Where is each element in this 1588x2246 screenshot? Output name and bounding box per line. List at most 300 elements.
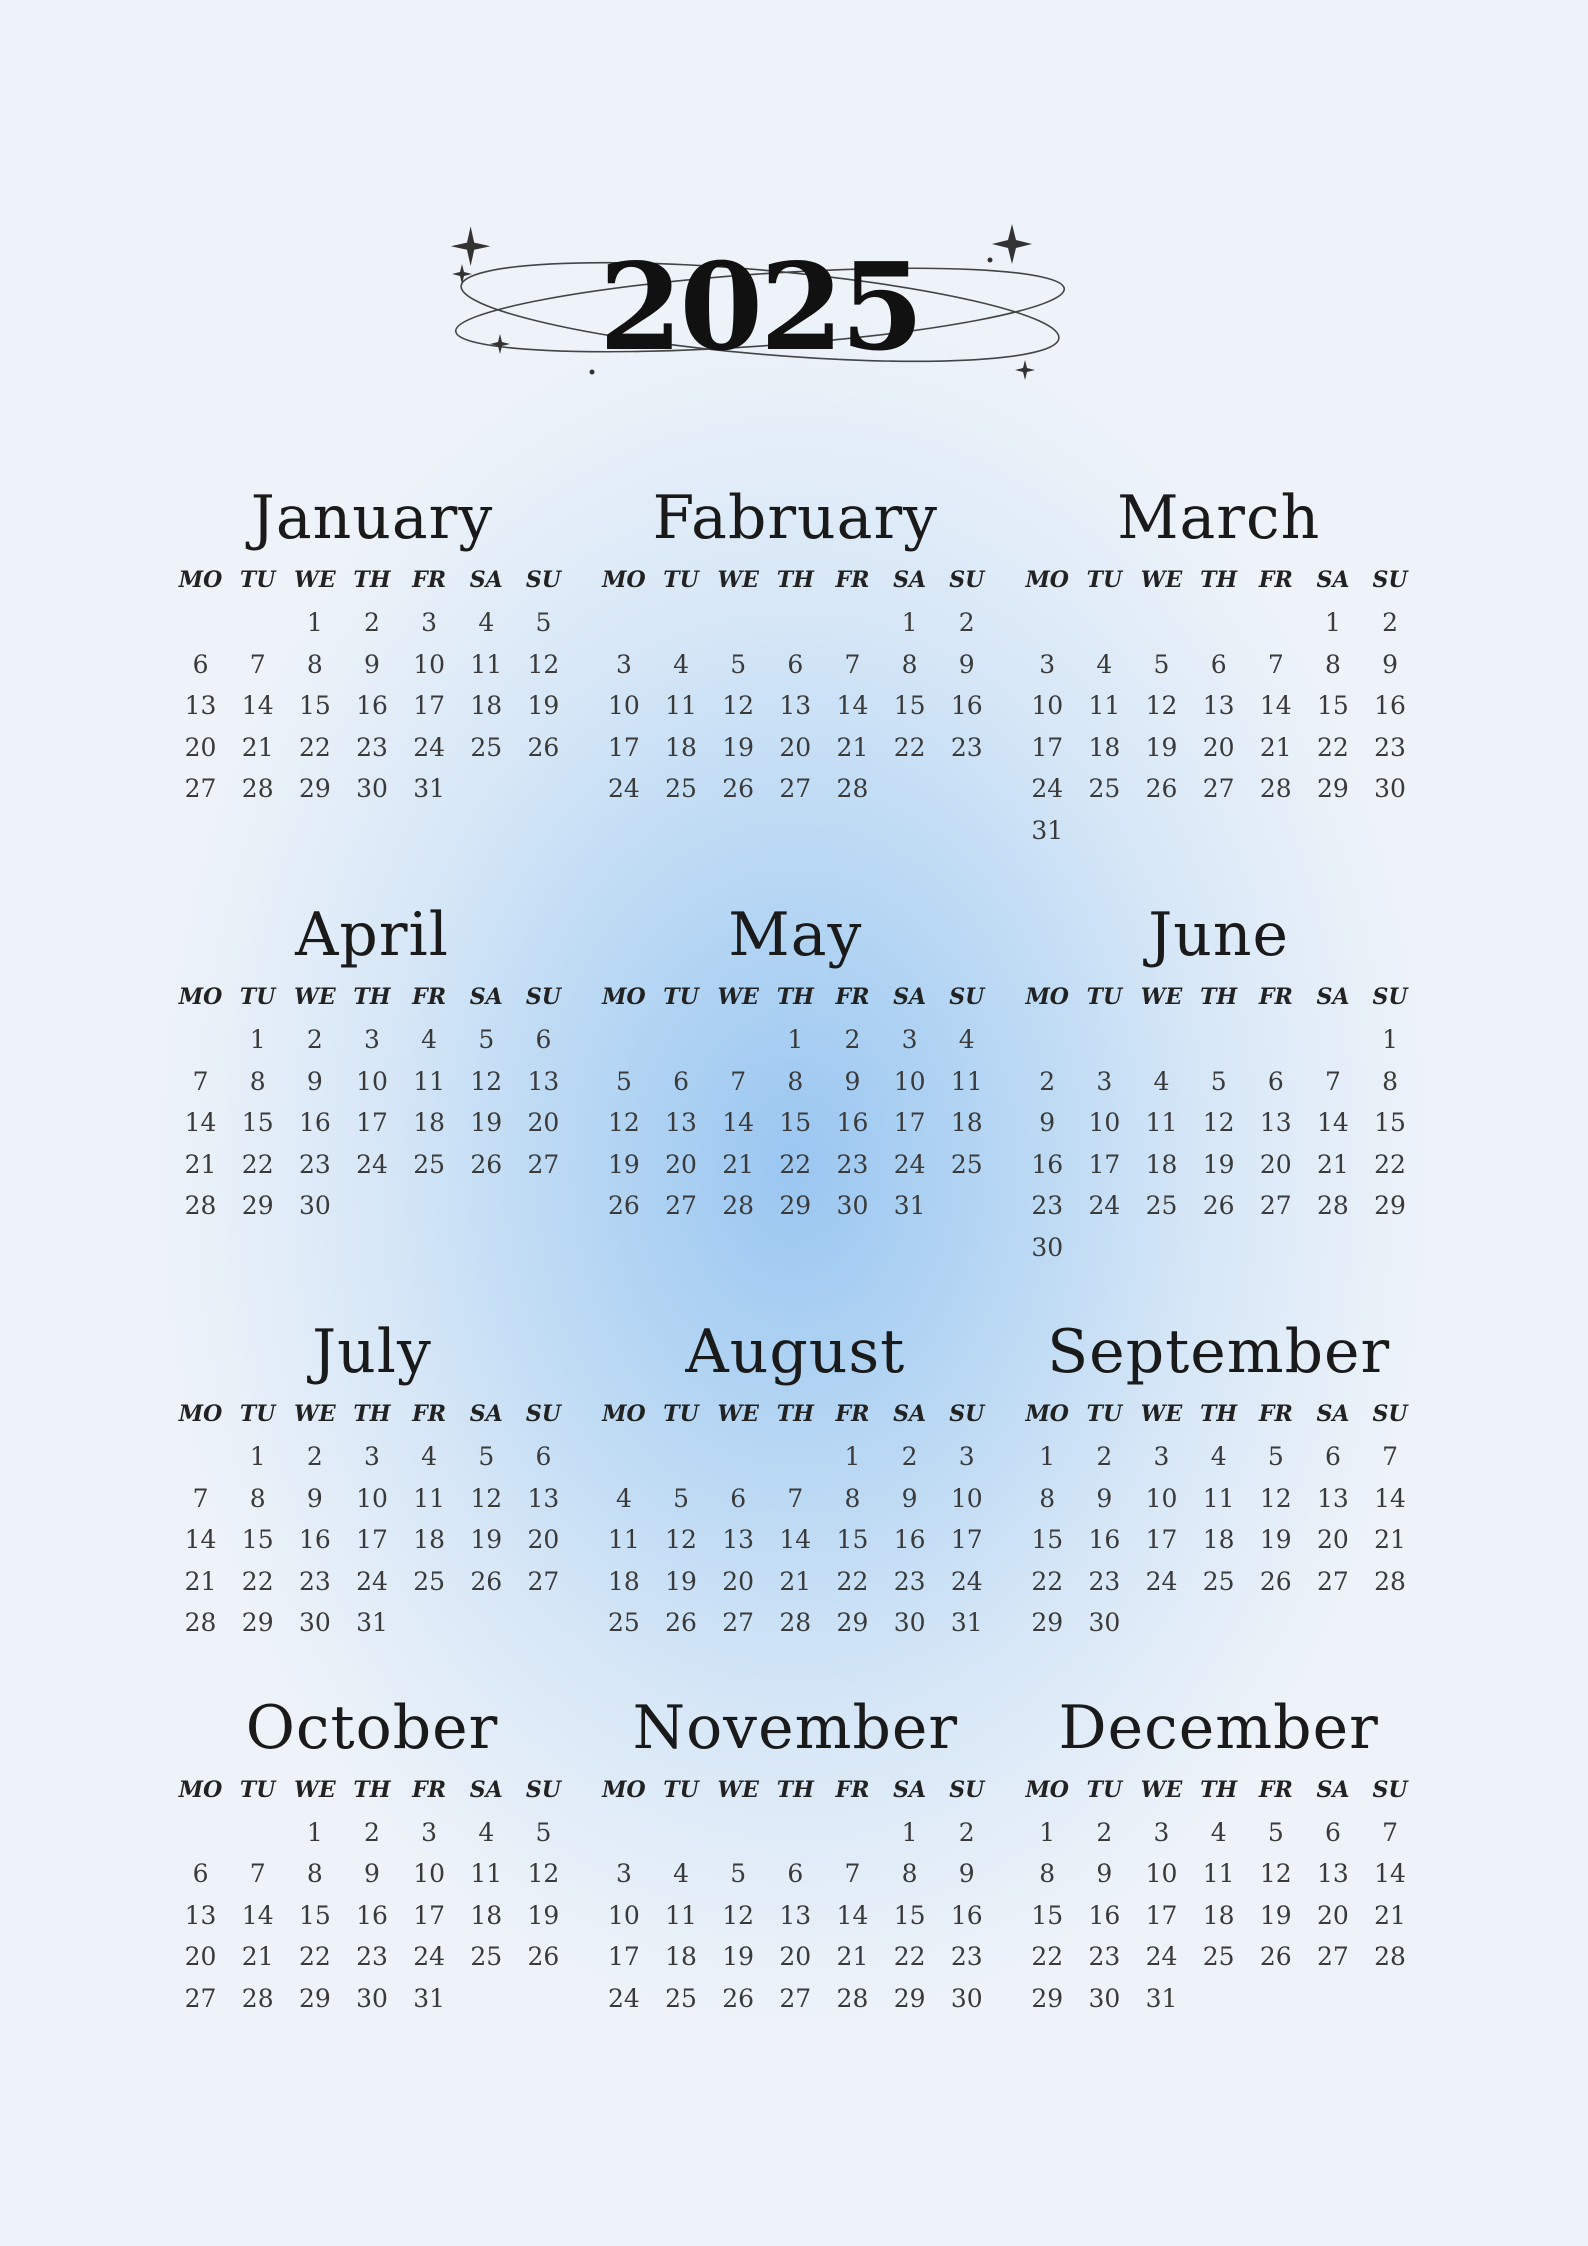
- weekday-header: [595, 975, 995, 1019]
- day-cell: 18: [470, 1900, 503, 1930]
- weekday-label: TH: [776, 984, 814, 1010]
- day-cell: 12: [1202, 1108, 1235, 1137]
- day-cell: 30: [298, 1191, 331, 1220]
- day-cell: 3: [615, 649, 632, 679]
- day-cell: 21: [836, 1942, 869, 1971]
- day-cell: 2: [844, 1025, 861, 1054]
- day-cell: 1: [1382, 1025, 1399, 1054]
- weekday-label: FR: [835, 1776, 870, 1803]
- weekday-label: WE: [717, 567, 759, 593]
- day-cell: 16: [893, 1525, 926, 1554]
- day-blank: [767, 602, 824, 644]
- day-cell: 2: [1039, 1066, 1056, 1096]
- day-blank: [710, 1812, 767, 1854]
- day-cell: 10: [950, 1483, 983, 1513]
- day-cell: 10: [1031, 691, 1064, 720]
- day-grid: [595, 1812, 995, 2020]
- day-cell: 13: [1317, 1859, 1349, 1888]
- day-cell: 12: [470, 1066, 503, 1096]
- weekday-label: SU: [949, 984, 985, 1010]
- day-cell: 23: [836, 1149, 869, 1179]
- day-cell: 3: [615, 1859, 632, 1888]
- day-cell: 30: [1374, 774, 1406, 803]
- day-blank: [1190, 602, 1247, 644]
- day-cell: 15: [1317, 691, 1349, 720]
- day-cell: 26: [1145, 774, 1178, 803]
- day-cell: 29: [241, 1191, 274, 1220]
- day-cell: 1: [1039, 1442, 1056, 1471]
- day-cell: 4: [615, 1483, 632, 1513]
- day-cell: 29: [1031, 1983, 1064, 2013]
- day-grid: [172, 1436, 572, 1644]
- weekday-label: SU: [1372, 1776, 1408, 1803]
- day-cell: 27: [184, 1983, 217, 2013]
- day-cell: 7: [192, 1066, 209, 1096]
- month-title: November: [632, 1692, 959, 1763]
- day-cell: 16: [298, 1108, 331, 1137]
- day-cell: 20: [665, 1149, 697, 1179]
- day-blank: [824, 602, 881, 644]
- day-cell: 14: [779, 1525, 812, 1554]
- day-cell: 7: [249, 649, 266, 679]
- weekday-header: [1019, 1392, 1419, 1436]
- day-cell: 10: [356, 1066, 388, 1096]
- weekday-label: FR: [1258, 1776, 1293, 1803]
- month-title: October: [245, 1692, 499, 1763]
- day-cell: 16: [1031, 1149, 1064, 1179]
- day-cell: 1: [901, 608, 918, 637]
- day-cell: 5: [730, 1859, 747, 1888]
- day-cell: 5: [1267, 1442, 1284, 1471]
- day-cell: 11: [470, 1859, 503, 1888]
- day-cell: 24: [356, 1566, 388, 1596]
- day-blank: [710, 1436, 767, 1478]
- day-cell: 20: [1317, 1525, 1349, 1554]
- day-cell: 10: [413, 1859, 446, 1888]
- day-cell: 14: [836, 691, 869, 720]
- weekday-label: SA: [893, 984, 927, 1010]
- day-cell: 26: [722, 774, 755, 803]
- weekday-label: WE: [1140, 567, 1183, 593]
- weekday-label: SU: [525, 1401, 561, 1427]
- day-cell: 28: [241, 1983, 274, 2013]
- day-cell: 7: [844, 649, 861, 679]
- day-cell: 23: [950, 732, 983, 762]
- month-title: June: [1148, 900, 1290, 970]
- day-cell: 23: [950, 1942, 983, 1971]
- weekday-label: SU: [949, 1776, 985, 1803]
- weekday-label: TU: [663, 1401, 699, 1427]
- day-cell: 7: [1382, 1817, 1399, 1847]
- day-cell: 23: [1374, 732, 1406, 762]
- day-cell: 27: [1317, 1942, 1349, 1971]
- day-cell: 24: [607, 1983, 640, 2013]
- weekday-label: FR: [835, 1401, 870, 1427]
- day-cell: 3: [364, 1025, 380, 1054]
- day-cell: 18: [1145, 1149, 1178, 1179]
- day-cell: 23: [298, 1149, 331, 1179]
- day-cell: 22: [779, 1149, 812, 1179]
- weekday-label: SA: [1316, 1776, 1350, 1803]
- day-cell: 14: [241, 1900, 274, 1930]
- day-cell: 2: [958, 1817, 975, 1847]
- day-cell: 21: [779, 1566, 812, 1596]
- day-cell: 6: [787, 1859, 804, 1888]
- day-cell: 14: [1317, 1108, 1349, 1137]
- weekday-label: TU: [1086, 984, 1123, 1010]
- day-blank: [1190, 1019, 1247, 1061]
- day-cell: 3: [421, 1817, 438, 1847]
- day-cell: 28: [1374, 1566, 1406, 1596]
- day-cell: 6: [1324, 1817, 1341, 1847]
- day-blank: [172, 1019, 229, 1061]
- day-cell: 26: [665, 1608, 697, 1637]
- day-cell: 15: [836, 1525, 869, 1554]
- day-cell: 11: [413, 1066, 446, 1096]
- weekday-label: WE: [717, 984, 759, 1010]
- weekday-label: MO: [1025, 1776, 1069, 1803]
- day-cell: 16: [836, 1108, 869, 1137]
- day-grid: [595, 1019, 995, 1227]
- day-cell: 28: [836, 1983, 869, 2013]
- day-cell: 12: [722, 1900, 755, 1930]
- day-cell: 27: [779, 774, 812, 803]
- weekday-label: SU: [1372, 567, 1408, 593]
- weekday-label: SU: [1372, 1401, 1408, 1427]
- day-cell: 23: [893, 1566, 926, 1596]
- day-cell: 2: [958, 608, 975, 637]
- day-cell: 11: [665, 1900, 697, 1930]
- weekday-label: MO: [602, 984, 646, 1010]
- day-cell: 18: [470, 691, 503, 720]
- day-cell: 31: [413, 1983, 446, 2013]
- month-title: May: [728, 900, 863, 970]
- weekday-label: MO: [602, 1776, 646, 1803]
- day-cell: 31: [1145, 1983, 1178, 2013]
- day-cell: 21: [1374, 1525, 1406, 1554]
- day-cell: 7: [730, 1066, 747, 1096]
- day-blank: [229, 1812, 286, 1854]
- day-cell: 20: [1259, 1149, 1292, 1179]
- day-cell: 21: [184, 1149, 217, 1179]
- month-title: September: [1047, 1317, 1391, 1387]
- day-cell: 12: [470, 1483, 503, 1513]
- day-blank: [1133, 1019, 1190, 1061]
- day-cell: 4: [478, 1817, 495, 1847]
- day-cell: 8: [1324, 649, 1341, 679]
- day-cell: 18: [665, 1942, 697, 1971]
- weekday-label: WE: [294, 984, 336, 1010]
- day-cell: 13: [184, 691, 217, 720]
- day-cell: 12: [607, 1108, 640, 1137]
- day-blank: [710, 1019, 767, 1061]
- day-cell: 11: [950, 1066, 983, 1096]
- day-cell: 9: [306, 1483, 323, 1513]
- day-blank: [767, 1812, 824, 1854]
- weekday-label: SA: [469, 1776, 503, 1803]
- year-title: 2025: [599, 237, 921, 378]
- day-cell: 17: [607, 732, 640, 762]
- day-cell: 31: [413, 774, 446, 803]
- weekday-label: SA: [1316, 1401, 1350, 1427]
- day-cell: 17: [1031, 732, 1064, 762]
- day-cell: 21: [836, 732, 869, 762]
- day-cell: 23: [1088, 1566, 1121, 1596]
- day-cell: 20: [722, 1566, 755, 1596]
- day-cell: 17: [893, 1108, 926, 1137]
- weekday-label: WE: [1140, 984, 1183, 1010]
- weekday-label: TU: [1086, 1401, 1123, 1427]
- weekday-label: FR: [1258, 984, 1293, 1010]
- day-cell: 9: [1096, 1859, 1113, 1888]
- day-cell: 22: [1031, 1942, 1064, 1971]
- day-cell: 25: [665, 1983, 697, 2013]
- day-cell: 21: [184, 1566, 217, 1596]
- day-cell: 25: [1145, 1191, 1178, 1220]
- day-cell: 21: [241, 732, 274, 762]
- day-cell: 24: [1145, 1566, 1178, 1596]
- day-cell: 6: [192, 649, 209, 679]
- day-cell: 6: [1210, 649, 1227, 679]
- weekday-label: FR: [412, 984, 447, 1010]
- month-july: [172, 1312, 572, 1644]
- day-cell: 26: [722, 1983, 755, 2013]
- weekday-label: FR: [835, 984, 870, 1010]
- day-cell: 13: [527, 1066, 560, 1096]
- weekday-label: SU: [949, 567, 985, 593]
- month-september: [1019, 1312, 1419, 1644]
- day-cell: 7: [1382, 1442, 1399, 1471]
- day-cell: 9: [1382, 649, 1399, 679]
- weekday-label: SA: [893, 567, 927, 593]
- weekday-label: MO: [178, 1776, 223, 1803]
- day-cell: 20: [184, 732, 217, 762]
- weekday-header: [172, 975, 572, 1019]
- day-cell: 15: [241, 1108, 274, 1137]
- day-grid: [1019, 1019, 1419, 1268]
- day-cell: 28: [1259, 774, 1292, 803]
- day-cell: 25: [1202, 1942, 1235, 1971]
- weekday-label: FR: [1258, 1401, 1293, 1427]
- day-cell: 11: [470, 649, 503, 679]
- day-cell: 4: [421, 1442, 438, 1471]
- day-cell: 18: [413, 1108, 446, 1137]
- day-cell: 12: [527, 649, 560, 679]
- day-cell: 1: [1039, 1817, 1056, 1847]
- day-cell: 19: [1202, 1149, 1235, 1179]
- weekday-label: MO: [178, 1401, 223, 1427]
- day-cell: 6: [1324, 1442, 1341, 1471]
- day-cell: 28: [779, 1608, 812, 1637]
- day-cell: 16: [950, 1900, 983, 1930]
- day-cell: 25: [1202, 1566, 1235, 1596]
- month-title: April: [295, 900, 449, 970]
- day-cell: 22: [241, 1566, 274, 1596]
- weekday-label: SA: [1316, 984, 1350, 1010]
- weekday-label: TU: [1086, 567, 1123, 593]
- day-cell: 7: [1267, 649, 1284, 679]
- day-cell: 19: [1259, 1900, 1292, 1930]
- day-cell: 19: [1259, 1525, 1292, 1554]
- day-cell: 18: [413, 1525, 446, 1554]
- day-cell: 24: [356, 1149, 388, 1179]
- weekday-label: TU: [239, 567, 276, 593]
- day-cell: 23: [356, 1942, 388, 1971]
- day-grid: [172, 602, 572, 810]
- weekday-label: SA: [469, 984, 503, 1010]
- weekday-label: WE: [717, 1401, 759, 1427]
- day-cell: 13: [1259, 1108, 1292, 1137]
- day-cell: 24: [1145, 1942, 1178, 1971]
- day-cell: 25: [470, 1942, 503, 1971]
- weekday-label: TH: [776, 567, 814, 593]
- day-blank: [1133, 602, 1190, 644]
- day-cell: 5: [673, 1483, 689, 1513]
- day-cell: 24: [607, 774, 640, 803]
- weekday-label: TH: [1200, 1401, 1238, 1427]
- weekday-header: [172, 1392, 572, 1436]
- day-cell: 19: [527, 691, 560, 720]
- day-cell: 25: [470, 732, 503, 762]
- day-cell: 5: [478, 1025, 495, 1054]
- day-blank: [595, 602, 652, 644]
- day-cell: 24: [413, 732, 446, 762]
- day-cell: 3: [1096, 1066, 1113, 1096]
- day-cell: 12: [1145, 691, 1178, 720]
- day-cell: 18: [1202, 1900, 1235, 1930]
- day-cell: 28: [836, 774, 869, 803]
- day-cell: 10: [893, 1066, 926, 1096]
- day-cell: 7: [249, 1859, 266, 1888]
- day-cell: 11: [607, 1525, 640, 1554]
- day-cell: 2: [901, 1442, 918, 1471]
- weekday-label: FR: [1258, 567, 1293, 593]
- day-cell: 5: [1210, 1066, 1227, 1096]
- day-cell: 6: [787, 649, 804, 679]
- weekday-label: TU: [1086, 1776, 1123, 1803]
- weekday-label: WE: [1140, 1401, 1183, 1427]
- day-cell: 7: [1324, 1066, 1341, 1096]
- day-cell: 12: [1259, 1859, 1292, 1888]
- month-may: [595, 895, 995, 1268]
- day-cell: 7: [192, 1483, 209, 1513]
- day-cell: 8: [901, 1859, 918, 1888]
- day-cell: 2: [306, 1025, 323, 1054]
- day-cell: 22: [241, 1149, 274, 1179]
- month-august: [595, 1312, 995, 1644]
- day-cell: 28: [184, 1191, 217, 1220]
- day-cell: 24: [413, 1942, 446, 1971]
- day-cell: 19: [470, 1108, 503, 1137]
- day-cell: 11: [665, 691, 697, 720]
- month-march: [1019, 478, 1419, 851]
- day-blank: [595, 1812, 652, 1854]
- day-cell: 7: [844, 1859, 861, 1888]
- day-cell: 30: [356, 1983, 388, 2013]
- day-cell: 21: [1317, 1149, 1349, 1179]
- day-blank: [1304, 1019, 1361, 1061]
- day-cell: 15: [241, 1525, 274, 1554]
- day-cell: 29: [1031, 1608, 1064, 1637]
- day-cell: 15: [1031, 1900, 1064, 1930]
- day-cell: 22: [298, 732, 331, 762]
- day-cell: 25: [607, 1608, 640, 1637]
- day-blank: [652, 1019, 709, 1061]
- weekday-label: TH: [1200, 984, 1238, 1010]
- day-cell: 13: [722, 1525, 755, 1554]
- day-cell: 5: [478, 1442, 495, 1471]
- day-cell: 29: [893, 1983, 926, 2013]
- day-cell: 27: [779, 1983, 812, 2013]
- day-cell: 20: [527, 1108, 560, 1137]
- day-cell: 30: [1031, 1232, 1064, 1262]
- day-grid: [595, 1436, 995, 1644]
- month-title: December: [1058, 1692, 1379, 1763]
- day-cell: 21: [1259, 732, 1292, 762]
- day-cell: 19: [722, 1942, 755, 1971]
- weekday-label: SU: [525, 1776, 561, 1803]
- day-cell: 17: [1145, 1900, 1178, 1930]
- day-cell: 20: [779, 732, 812, 762]
- day-cell: 26: [607, 1191, 640, 1220]
- day-cell: 1: [249, 1442, 266, 1471]
- day-cell: 6: [1267, 1066, 1284, 1096]
- month-title: July: [312, 1317, 432, 1387]
- day-cell: 17: [1088, 1149, 1121, 1179]
- day-cell: 24: [893, 1149, 926, 1179]
- day-cell: 15: [779, 1108, 812, 1137]
- day-cell: 6: [730, 1483, 747, 1513]
- month-october: [172, 1688, 572, 2020]
- day-cell: 28: [722, 1191, 755, 1220]
- day-cell: 10: [607, 1900, 640, 1930]
- month-april: [172, 895, 572, 1268]
- day-cell: 14: [1374, 1859, 1406, 1888]
- day-cell: 29: [1374, 1191, 1406, 1220]
- day-blank: [172, 1812, 229, 1854]
- day-cell: 29: [298, 1983, 331, 2013]
- day-cell: 19: [470, 1525, 503, 1554]
- day-cell: 29: [1317, 774, 1349, 803]
- weekday-label: SU: [525, 567, 561, 593]
- day-cell: 28: [1317, 1191, 1349, 1220]
- month-fabruary: [595, 478, 995, 851]
- day-cell: 14: [184, 1525, 217, 1554]
- day-cell: 13: [779, 1900, 812, 1930]
- day-cell: 1: [901, 1817, 918, 1847]
- day-cell: 26: [1259, 1942, 1292, 1971]
- day-cell: 1: [787, 1025, 804, 1054]
- day-cell: 8: [844, 1483, 861, 1513]
- day-grid: [172, 1019, 572, 1227]
- day-cell: 25: [413, 1566, 446, 1596]
- day-cell: 22: [1031, 1566, 1064, 1596]
- weekday-label: TH: [353, 1401, 391, 1427]
- weekday-label: WE: [717, 1776, 759, 1803]
- weekday-label: TH: [353, 984, 391, 1010]
- day-cell: 6: [535, 1442, 552, 1471]
- month-title: January: [250, 483, 494, 553]
- day-cell: 21: [241, 1942, 274, 1971]
- day-cell: 16: [1088, 1525, 1121, 1554]
- day-cell: 14: [184, 1108, 217, 1137]
- day-cell: 19: [527, 1900, 560, 1930]
- day-cell: 9: [901, 1483, 918, 1513]
- day-grid: [1019, 602, 1419, 851]
- day-blank: [1247, 1019, 1304, 1061]
- day-cell: 30: [356, 774, 388, 803]
- day-cell: 2: [306, 1442, 323, 1471]
